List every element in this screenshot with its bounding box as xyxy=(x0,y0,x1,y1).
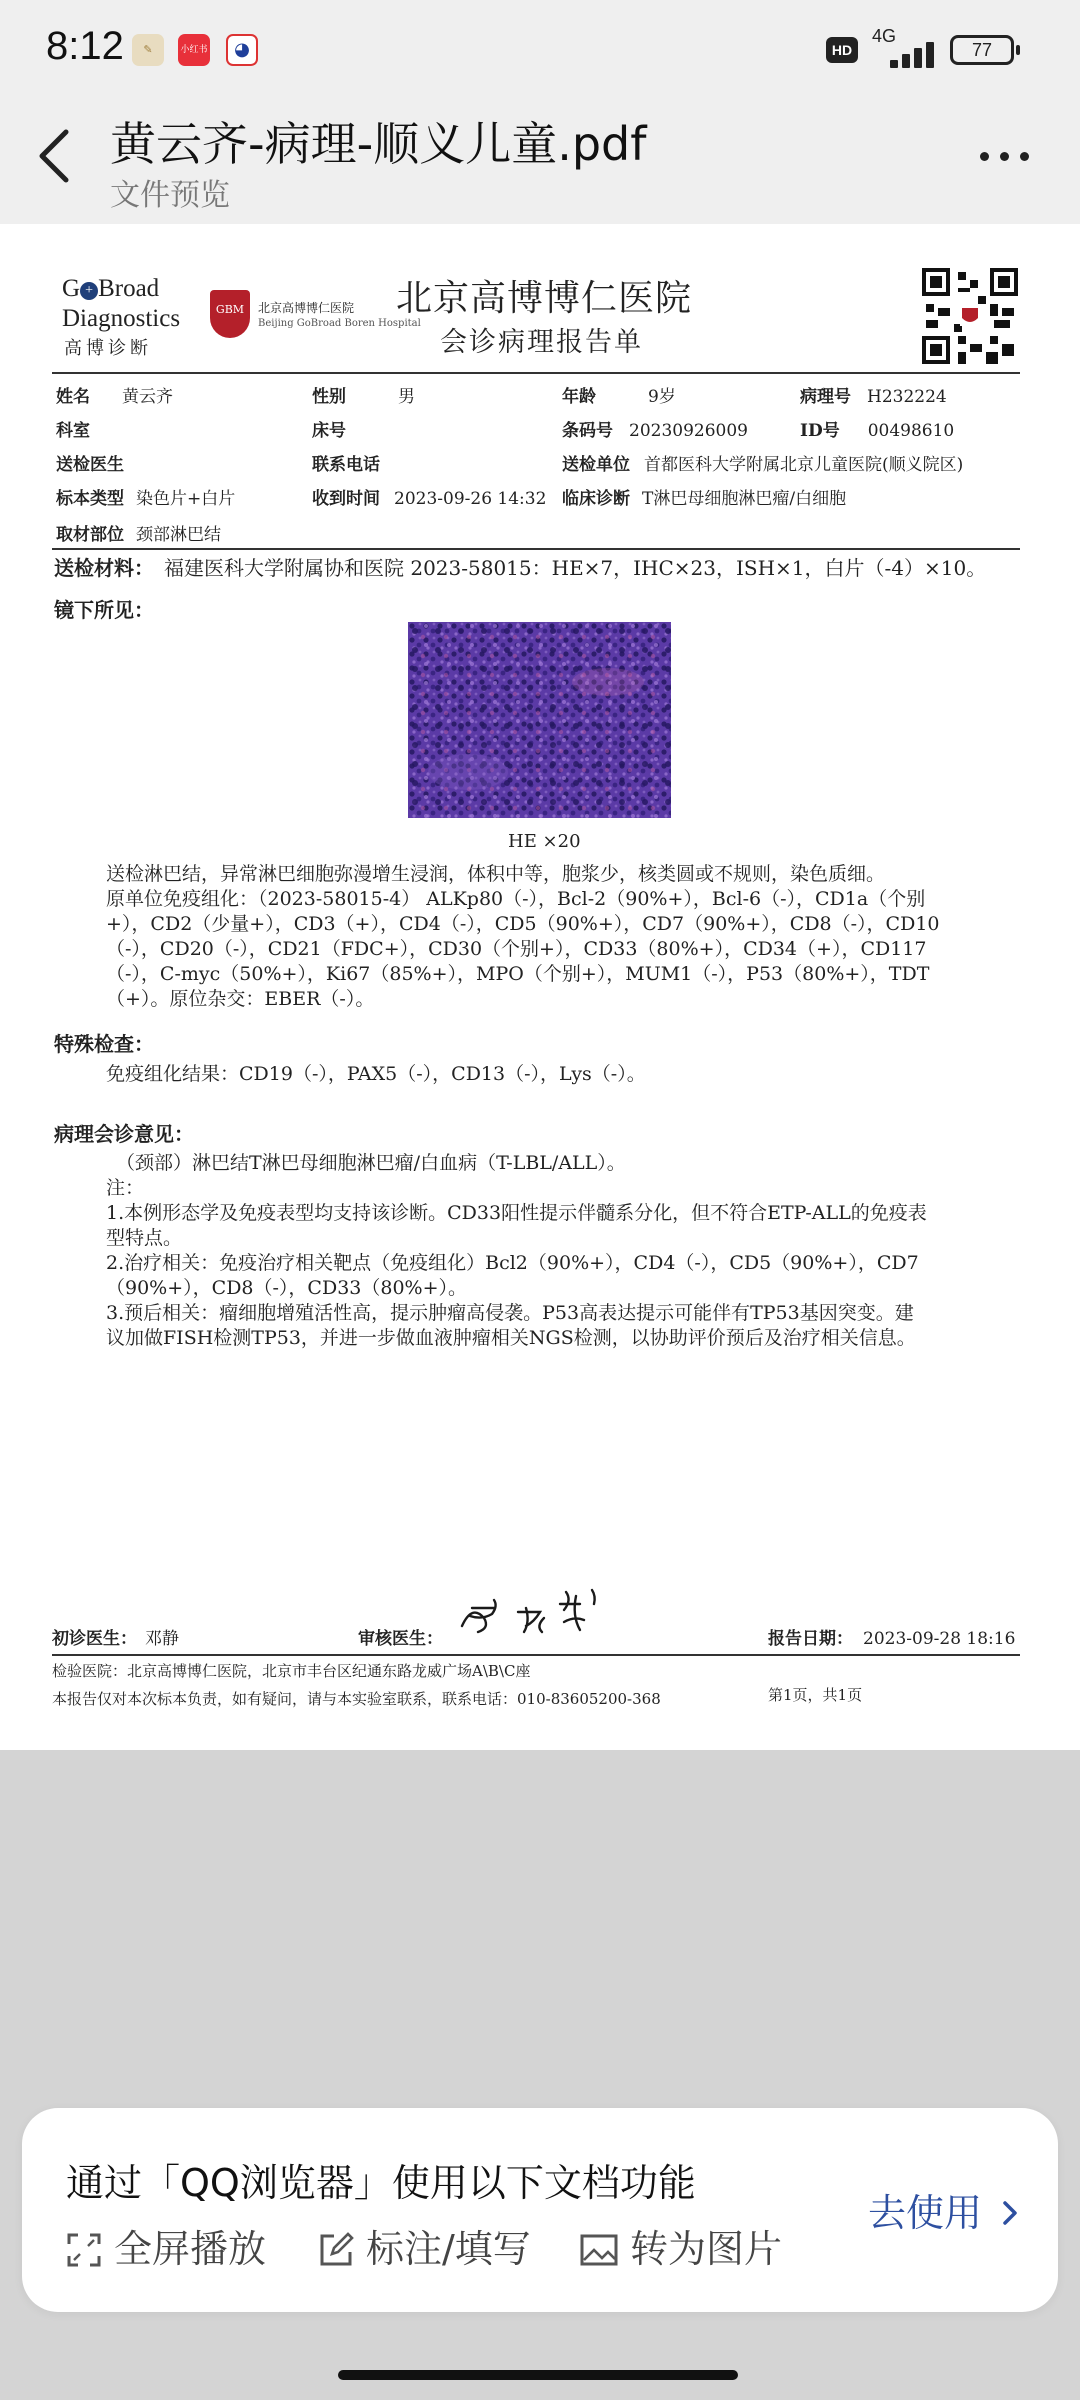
opinion-line-3: 1.本例形态学及免疫表型均支持该诊断。CD33阳性提示伴髓系分化，但不符合ETP-ALL的免疫表 xyxy=(106,1202,927,1224)
id-field: ID号 00498610 xyxy=(800,421,955,441)
report-name: 会诊病理报告单 xyxy=(440,327,643,358)
gbm-name-cn: 北京高博博仁医院 xyxy=(258,301,355,315)
reviewer: 审核医生： xyxy=(358,1629,443,1649)
opinion-line-7: 3.预后相关：瘤细胞增殖活性高，提示肿瘤高侵袭。P53高表达提示可能伴有TP53基因突变。建 xyxy=(106,1302,914,1324)
opinion-line-4: 型特点。 xyxy=(106,1227,183,1249)
top-bar xyxy=(0,0,1080,224)
material-line: 送检材料： 福建医科大学附属协和医院 2023-58015：HE×7，IHC×23，ISH×1，白片（-4）×10。 xyxy=(54,556,987,580)
reviewer-signature xyxy=(456,1582,616,1644)
signal-icon xyxy=(876,40,938,68)
micro-line-5: （-），C-myc（50%+），Ki67（85%+），MPO（个别+），MUM1（-），P53（80%+），TDT xyxy=(106,963,930,985)
sex-field: 性别 男 xyxy=(312,387,415,407)
opinion-label: 病理会诊意见： xyxy=(54,1122,194,1146)
micro-line-1: 送检淋巴结，异常淋巴细胞弥漫增生浸润，体积中等，胞浆少，核类圆或不规则，染色质细。 xyxy=(106,863,886,885)
xiaohongshu-icon: 小红书 xyxy=(178,34,210,66)
first-doctor: 初诊医生： 邓静 xyxy=(52,1629,179,1649)
opinion-line-6: （90%+），CD8（-），CD33（80%+）。 xyxy=(106,1277,468,1299)
site-field: 取材部位 颈部淋巴结 xyxy=(56,525,221,545)
micro-label: 镜下所见： xyxy=(54,598,154,622)
page-info: 第1页，共1页 xyxy=(768,1686,863,1704)
annotate-fill-action[interactable]: 标注/填写 xyxy=(318,2218,531,2273)
image-icon xyxy=(580,2232,618,2268)
specimen-field: 标本类型 染色片+白片 xyxy=(56,489,236,509)
opinion-line-2: 注： xyxy=(106,1177,145,1199)
special-label: 特殊检查： xyxy=(54,1032,154,1056)
status-time: 8:12 xyxy=(46,24,124,68)
file-title: 黄云齐-病理-顺义儿童.pdf xyxy=(110,117,647,171)
hospital-name: 北京高博博仁医院 xyxy=(396,278,693,319)
gbm-shield-icon: GBM xyxy=(210,290,250,338)
convert-to-image-action[interactable]: 转为图片 xyxy=(580,2218,782,2273)
battery-icon: 77 xyxy=(950,35,1014,65)
edit-icon xyxy=(318,2232,354,2268)
gbm-name-en: Beijing GoBroad Boren Hospital xyxy=(258,318,421,329)
notes-app-icon: ✎ xyxy=(132,34,164,66)
back-icon[interactable] xyxy=(30,126,80,186)
micro-line-3: +），CD2（少量+），CD3（+），CD4（-），CD5（90%+），CD7（90%+），CD8（-），CD10 xyxy=(106,913,940,935)
app-swirl-icon: ◕ xyxy=(226,34,258,66)
report-date: 报告日期： 2023-09-28 18:16 xyxy=(768,1629,1016,1649)
special-line: 免疫组化结果：CD19（-），PAX5（-），CD13（-），Lys（-）。 xyxy=(106,1063,646,1085)
age-field: 年龄 9岁 xyxy=(562,387,676,407)
opinion-line-5: 2.治疗相关：免疫治疗相关靶点（免疫组化）Bcl2（90%+），CD4（-），CD5（90%+），CD7 xyxy=(106,1252,919,1274)
opinion-line-8: 议加做FISH检测TP53，并进一步做血液肿瘤相关NGS检测，以协助评价预后及治疗相关信息。 xyxy=(106,1327,916,1349)
go-use-button[interactable]: 去使用 xyxy=(868,2182,1020,2237)
qr-code-icon xyxy=(922,268,1018,364)
micro-line-2: 原单位免疫组化：（2023-58015-4） ALKp80（-），Bcl-2（90%+），Bcl-6（-），CD1a（个别 xyxy=(106,888,926,910)
more-options-icon[interactable] xyxy=(976,138,1036,174)
bed-field: 床号 xyxy=(312,421,346,441)
file-subtitle: 文件预览 xyxy=(110,178,230,213)
home-indicator[interactable] xyxy=(338,2370,738,2380)
status-bar xyxy=(0,0,1080,100)
name-field: 姓名 黄云齐 xyxy=(56,387,173,407)
chevron-right-icon xyxy=(1000,2198,1020,2228)
footer-address: 检验医院：北京高博博仁医院，北京市丰台区纪通东路龙威广场A\B\C座 xyxy=(52,1662,531,1680)
unit-field: 送检单位 首都医科大学附属北京儿童医院(顺义院区) xyxy=(562,455,964,475)
gobroad-logo-dot-icon: + xyxy=(80,282,98,300)
pathology-no-field: 病理号 H232224 xyxy=(800,387,947,407)
received-field: 收到时间 2023-09-26 14:32 xyxy=(312,489,547,509)
gobroad-logo: G + Broad Diagnostics xyxy=(62,275,181,332)
dept-field: 科室 xyxy=(56,421,90,441)
opinion-line-1: （颈部）淋巴结T淋巴母细胞淋巴瘤/白血病（T-LBL/ALL）。 xyxy=(116,1152,626,1174)
phone-field: 联系电话 xyxy=(312,455,380,475)
gobroad-logo-cn: 高博诊断 xyxy=(64,338,152,359)
fullscreen-icon xyxy=(66,2232,102,2268)
qq-browser-promo-card xyxy=(22,2108,1058,2312)
he-stain-image xyxy=(408,622,671,818)
fullscreen-play-action[interactable]: 全屏播放 xyxy=(66,2218,266,2273)
image-caption: HE ×20 xyxy=(508,831,581,852)
micro-line-6: （+）。原位杂交：EBER（-）。 xyxy=(106,988,375,1010)
hd-icon: HD xyxy=(826,37,858,63)
micro-line-4: （-），CD20（-），CD21（FDC+），CD30（个别+），CD33（80%+），CD34（+），CD117 xyxy=(106,938,927,960)
promo-title: 通过「QQ浏览器」使用以下文档功能 xyxy=(66,2161,696,2205)
barcode-field: 条码号 20230926009 xyxy=(562,421,748,441)
clinical-field: 临床诊断 T淋巴母细胞淋巴瘤/白细胞 xyxy=(562,489,847,509)
network-type: 4G xyxy=(872,26,897,46)
doctor-field: 送检医生 xyxy=(56,455,124,475)
pdf-page xyxy=(0,224,1080,1750)
footer-disclaimer: 本报告仅对本次标本负责，如有疑问，请与本实验室联系，联系电话：010-83605200-368 xyxy=(52,1690,661,1708)
